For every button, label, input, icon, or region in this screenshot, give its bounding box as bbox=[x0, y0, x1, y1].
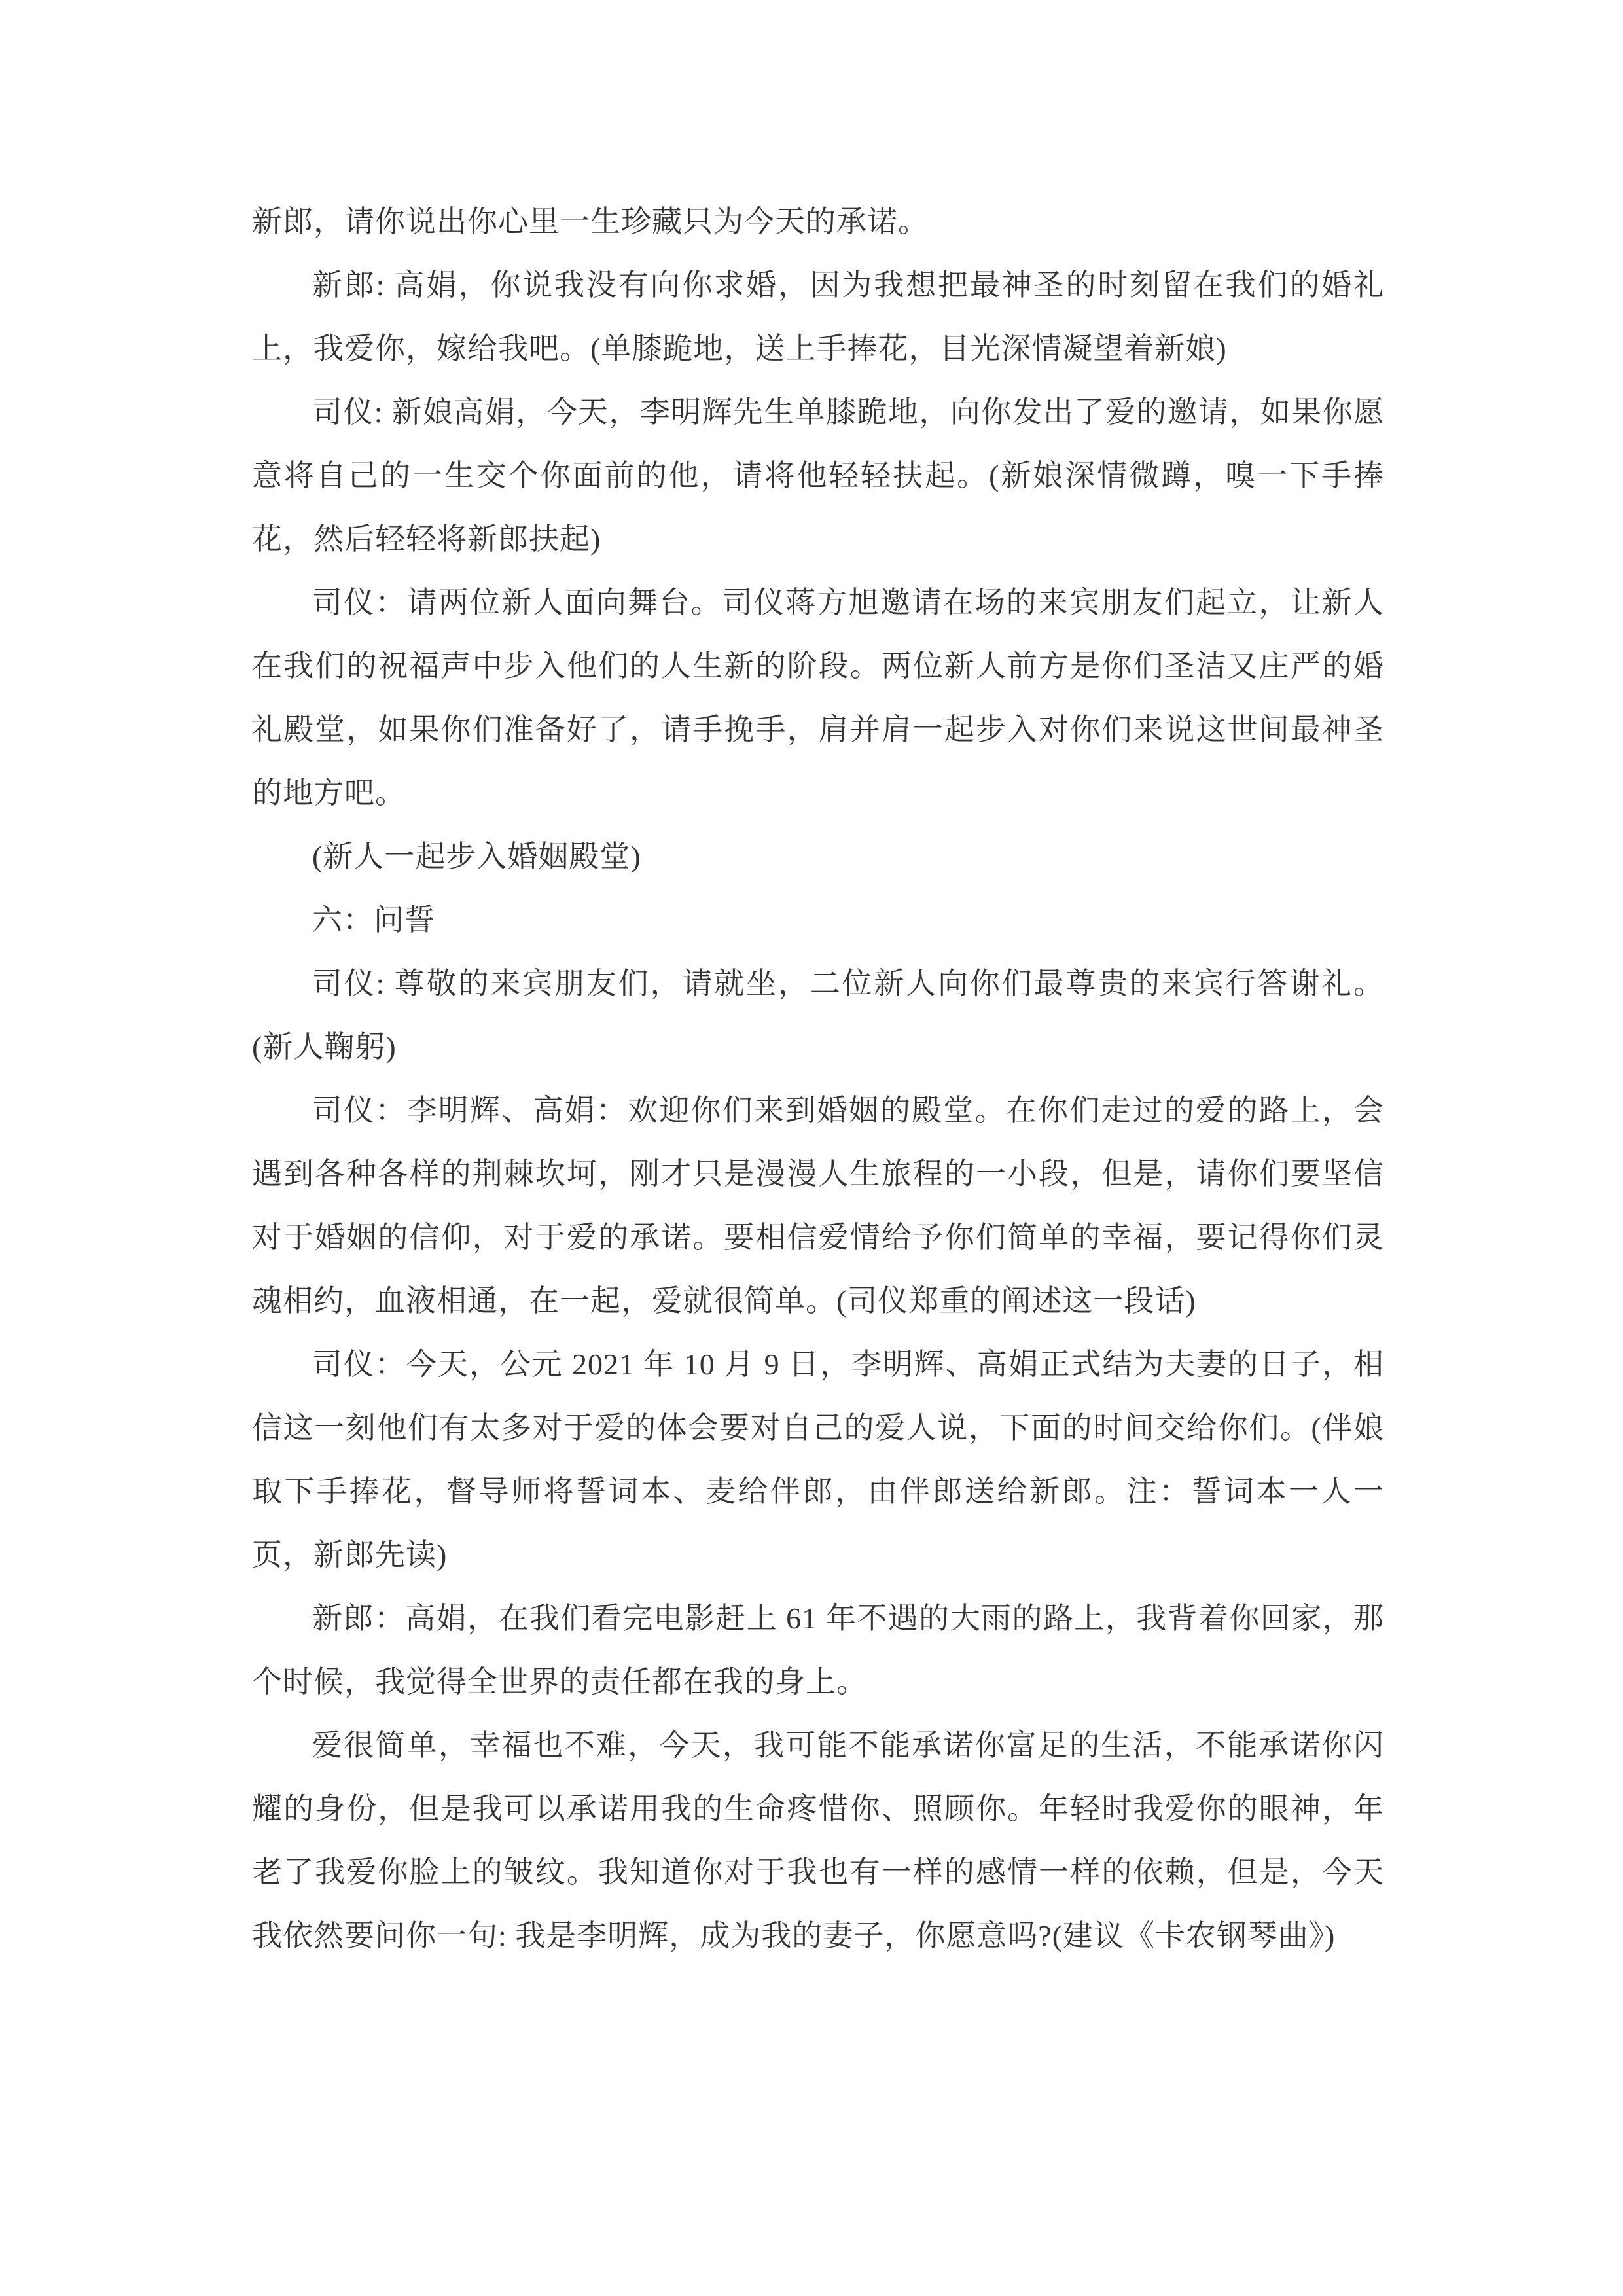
document-body bbox=[252, 190, 1384, 1967]
paragraph: 司仪：请两位新人面向舞台。司仪蒋方旭邀请在场的来宾朋友们起立，让新人在我们的祝福声中步入他们的人生新的阶段。两位新人前方是你们圣洁又庄严的婚礼殿堂，如果你们准备好了，请手挽手，肩并肩一起步入对你们来说这世间最神圣的地方吧。 bbox=[252, 586, 1384, 810]
paragraph: 司仪：今天，公元 2021 年 10 月 9 日，李明辉、高娟正式结为夫妻的日子，相信这一刻他们有太多对于爱的体会要对自己的爱人说，下面的时间交给你们。(伴娘取下手捧花，督导师将誓词本、麦给伴郎，由伴郎送给新郎。注：誓词本一人一页，新郎先读) bbox=[252, 1348, 1384, 1571]
paragraph: 爱很简单，幸福也不难，今天，我可能不能承诺你富足的生活，不能承诺你闪耀的身份，但是我可以承诺用我的生命疼惜你、照顾你。年轻时我爱你的眼神，年老了我爱你脸上的皱纹。我知道你对于我也有一样的感情一样的依赖，但是，今天我依然要问你一句: 我是李明辉，成为我的妻子，你愿意吗?(建议《卡农钢琴曲》) bbox=[252, 1729, 1384, 1952]
paragraph: 新郎: 高娟，你说我没有向你求婚，因为我想把最神圣的时刻留在我们的婚礼上，我爱你，嫁给我吧。(单膝跪地，送上手捧花，目光深情凝望着新娘) bbox=[252, 268, 1384, 365]
paragraph: 新郎：高娟，在我们看完电影赶上 61 年不遇的大雨的路上，我背着你回家，那个时候，我觉得全世界的责任都在我的身上。 bbox=[252, 1602, 1384, 1698]
paragraph: 司仪：李明辉、高娟：欢迎你们来到婚姻的殿堂。在你们走过的爱的路上，会遇到各种各样的荆棘坎坷，刚才只是漫漫人生旅程的一小段，但是，请你们要坚信对于婚姻的信仰，对于爱的承诺。要相信爱情给予你们简单的幸福，要记得你们灵魂相约，血液相通，在一起，爱就很简单。(司仪郑重的阐述这一段话) bbox=[252, 1094, 1384, 1318]
paragraph: 新郎，请你说出你心里一生珍藏只为今天的承诺。 bbox=[252, 205, 929, 238]
paragraph: 司仪: 新娘高娟，今天，李明辉先生单膝跪地，向你发出了爱的邀请，如果你愿意将自己的一生交个你面前的他，请将他轻轻扶起。(新娘深情微蹲，嗅一下手捧花，然后轻轻将新郎扶起) bbox=[252, 395, 1384, 556]
paragraph: 司仪: 尊敬的来宾朋友们，请就坐，二位新人向你们最尊贵的来宾行答谢礼。(新人鞠躬) bbox=[252, 967, 1384, 1064]
paragraph: 六：问誓 bbox=[312, 903, 435, 937]
paragraph: (新人一起步入婚姻殿堂) bbox=[312, 840, 641, 873]
